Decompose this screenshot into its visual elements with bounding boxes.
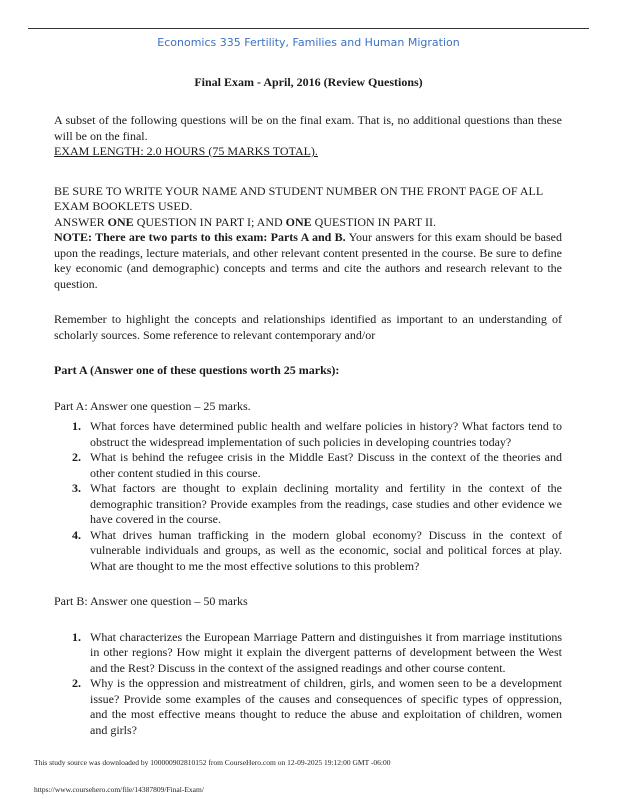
- list-item: 4. What drives human trafficking in the modern global economy? Discuss in the context of vulnerable individuals and groups, as well as the economic, social and political forces at play. What are thought to me the most effective solutions to this problem?: [72, 527, 562, 573]
- exam-title: Final Exam - April, 2016 (Review Questions): [194, 75, 423, 89]
- list-item: 1. What forces have determined public health and welfare policies in history? What factors tend to obstruct the widespread implementation of such policies in developing countries today?: [72, 419, 562, 449]
- answer-instruction: ANSWER ONE QUESTION IN PART I; AND ONE QUESTION IN PART II.: [54, 214, 436, 229]
- document-body: [54, 113, 562, 738]
- part-b-question-list: [72, 630, 562, 739]
- remember-paragraph: Remember to highlight the concepts and relationships identified as important to an understanding of scholarly sources. Some reference to relevant contemporary and/or: [54, 312, 562, 342]
- list-item: 2. What is behind the refugee crisis in the Middle East? Discuss in the context of the theories and other content studied in this course.: [72, 450, 562, 480]
- list-item: 1. What characterizes the European Marriage Pattern and distinguishes it from marriage institutions in other regions? How might it explain the divergent patterns of development between the West and the Rest? Discuss in the context of the assigned readings and other course content.: [72, 629, 562, 675]
- source-url[interactable]: https://www.coursehero.com/file/14387809/Final-Exam/: [34, 785, 204, 794]
- intro-subset: A subset of the following questions will be on the final exam. That is, no additional questions than these will be on the final.: [54, 113, 562, 143]
- list-item: 2. Why is the oppression and mistreatment of children, girls, and women seen to be a development issue? Provide some examples of the causes and consequences of specific types of oppression, and the most effective means thought to reduce the abuse and exploitation of children, women and girls?: [72, 676, 562, 737]
- download-note: This study source was downloaded by 100000902810152 from CourseHero.com on 12-09-2025 19:12:00 GMT -06:00: [34, 758, 391, 767]
- exam-note: NOTE: There are two parts to this exam: Parts A and B. Your answers for this exam should be based upon the readings, lecture materials, and other relevant content presented in the course. Be sure to define key economic (and demographic) concepts and terms and cite the authors and research relevant to the question.: [54, 230, 563, 291]
- course-title: Economics 335 Fertility, Families and Human Migration: [157, 36, 460, 49]
- header-rule: [28, 28, 589, 29]
- part-b-subheading: Part B: Answer one question – 50 marks: [54, 594, 248, 608]
- part-a-heading: Part A (Answer one of these questions worth 25 marks):: [54, 363, 340, 377]
- write-name-instruction: BE SURE TO WRITE YOUR NAME AND STUDENT NUMBER ON THE FRONT PAGE OF ALL EXAM BOOKLETS USED.: [54, 183, 543, 213]
- part-a-question-list: [72, 419, 562, 574]
- exam-length: EXAM LENGTH: 2.0 HOURS (75 MARKS TOTAL).: [54, 144, 318, 158]
- part-a-subheading: Part A: Answer one question – 25 marks.: [54, 398, 251, 413]
- list-item: 3. What factors are thought to explain declining mortality and fertility in the context of the demographic transition? Provide examples from the readings, case studies and other evidence we have covered in the course.: [72, 481, 562, 526]
